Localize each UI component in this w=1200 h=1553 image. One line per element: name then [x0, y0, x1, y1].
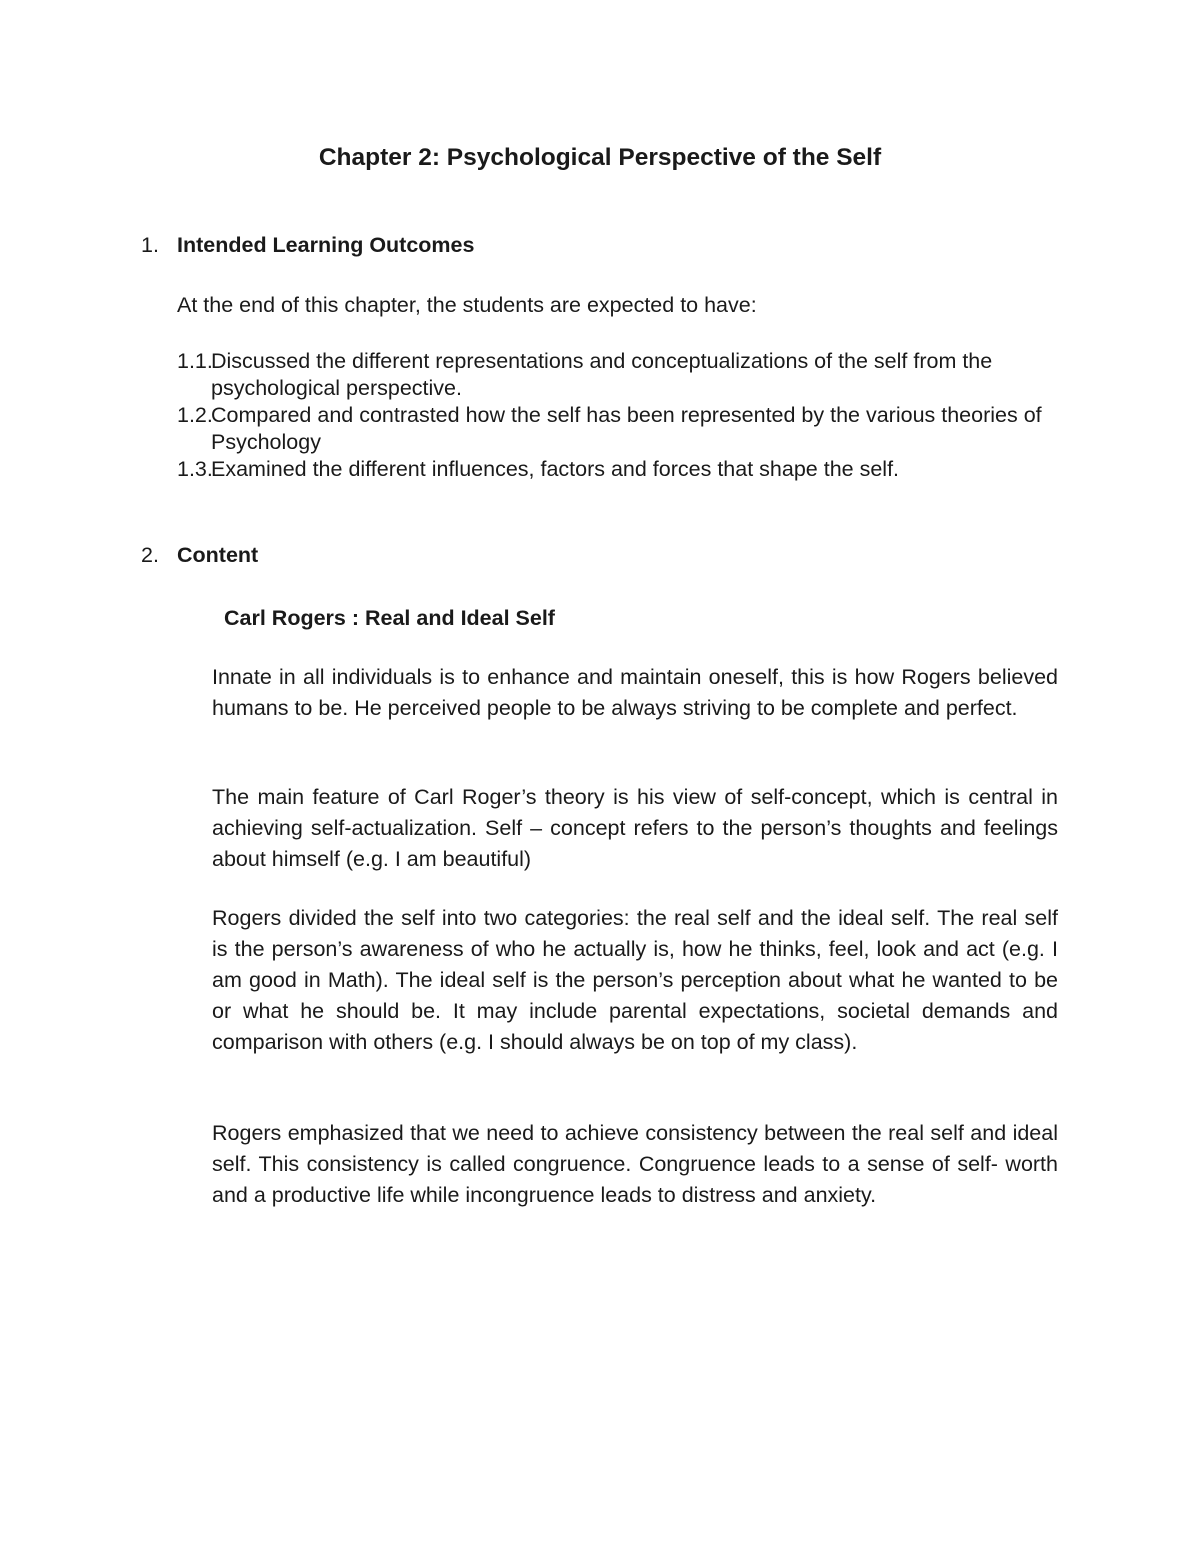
- content-paragraph: [212, 1118, 1058, 1211]
- paragraph-text: Rogers divided the self into two categories: the real self and the ideal self. The real self is the person’s awareness of who he actually is, how he thinks, feel, look and act (e.g. I am good in Math). The ideal self is the person’s perception about what he wanted to be or what he should be. It may include parental expectations, societal demands and comparison with others (e.g. I should always be on top of my class).: [212, 906, 1058, 1054]
- outcome-number: 1.3.: [177, 457, 213, 481]
- outcome-number: 1.1.: [177, 349, 213, 373]
- paragraph-text: Innate in all individuals is to enhance and maintain oneself, this is how Rogers believed humans to be. He perceived people to be always striving to be complete and perfect.: [212, 665, 1058, 720]
- section-2-title: Content: [177, 543, 259, 567]
- learning-outcomes-list: [177, 348, 1057, 483]
- outcome-text: Discussed the different representations and conceptualizations of the self from the psychological perspective.: [211, 349, 993, 400]
- content-paragraph: [212, 782, 1058, 875]
- content-subheading: Carl Rogers : Real and Ideal Self: [224, 606, 555, 630]
- outcomes-intro: At the end of this chapter, the students are expected to have:: [177, 293, 757, 317]
- paragraph-text: The main feature of Carl Roger’s theory is his view of self-concept, which is central in achieving self-actualization. Self – concept refers to the person’s thoughts and feelings about himself (e.g. I am beautiful): [212, 785, 1058, 871]
- section-2-number: 2.: [141, 543, 159, 567]
- chapter-title: Chapter 2: Psychological Perspective of the Self: [318, 144, 882, 171]
- outcome-text: Examined the different influences, factors and forces that shape the self.: [211, 457, 900, 481]
- paragraph-text: Rogers emphasized that we need to achieve consistency between the real self and ideal self. This consistency is called congruence. Congruence leads to a sense of self- worth and a productive life while incongruence leads to distress and anxiety.: [212, 1121, 1058, 1207]
- section-2-heading: [141, 540, 258, 570]
- content-paragraph: [212, 662, 1058, 724]
- section-1-heading: [141, 230, 474, 260]
- content-paragraph: [212, 903, 1058, 1058]
- section-1-number: 1.: [141, 233, 159, 257]
- outcome-number: 1.2.: [177, 403, 213, 427]
- outcome-item: [177, 402, 1057, 456]
- outcome-item: [177, 348, 1057, 402]
- outcome-item: [177, 456, 1057, 483]
- outcome-text: Compared and contrasted how the self has been represented by the various theories of Psychology: [211, 403, 1042, 454]
- section-1-title: Intended Learning Outcomes: [177, 233, 475, 257]
